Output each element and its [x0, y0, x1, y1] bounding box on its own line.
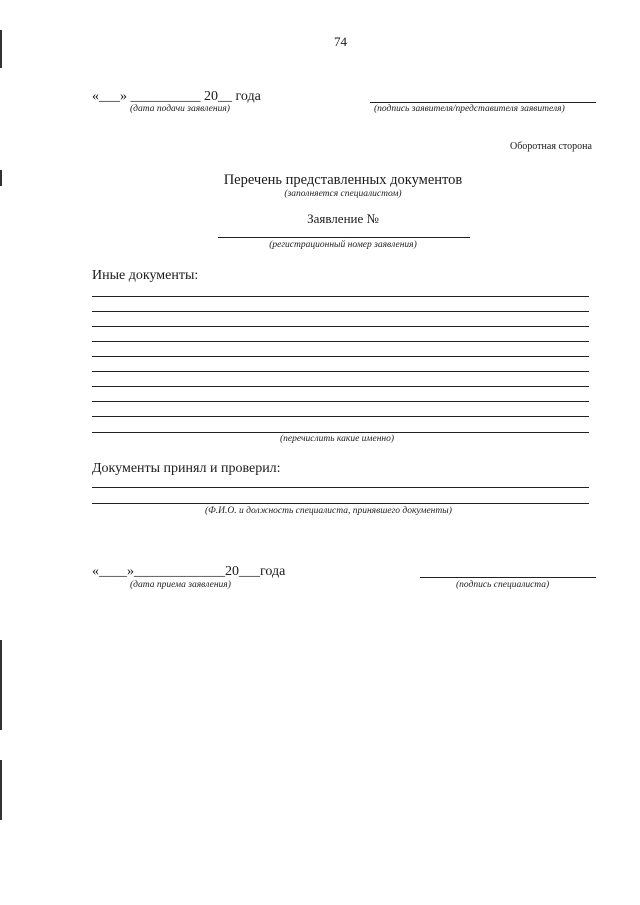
specialist-line: [92, 487, 589, 488]
applicant-signature-caption: (подпись заявителя/представителя заявителя): [374, 104, 565, 114]
list-caption: (перечислить какие именно): [280, 434, 395, 444]
accepted-caption: (Ф.И.О. и должность специалиста, принявшего документы): [205, 506, 452, 516]
registration-number-line: [218, 237, 470, 238]
submission-date: «___» __________ 20__ года: [92, 89, 261, 104]
title-note: (заполняется специалистом): [284, 189, 402, 199]
specialist-signature-caption: (подпись специалиста): [456, 580, 550, 590]
specialist-signature-line: [420, 577, 596, 578]
document-line: [92, 326, 589, 327]
document-line: [92, 432, 589, 433]
scan-edge-mark: [0, 640, 2, 730]
scan-edge-mark: [0, 760, 2, 820]
registration-caption: (регистрационный номер заявления): [269, 240, 417, 250]
document-line: [92, 341, 589, 342]
document-line: [92, 296, 589, 297]
accepted-label: Документы принял и проверил:: [92, 461, 281, 476]
scan-edge-mark: [0, 30, 2, 68]
reverse-side-label: Оборотная сторона: [510, 141, 592, 152]
other-documents-label: Иные документы:: [92, 268, 199, 283]
document-line: [92, 401, 589, 402]
application-label: Заявление №: [307, 211, 379, 226]
page-title: Перечень представленных документов: [223, 172, 463, 188]
specialist-line: [92, 503, 589, 504]
document-line: [92, 356, 589, 357]
page-number: 74: [334, 34, 347, 49]
document-line: [92, 416, 589, 417]
applicant-signature-line: [370, 102, 596, 103]
document-line: [92, 371, 589, 372]
document-line: [92, 311, 589, 312]
reception-date: «____»_____________20___года: [92, 564, 286, 579]
reception-date-caption: (дата приема заявления): [130, 580, 231, 590]
document-line: [92, 386, 589, 387]
submission-date-caption: (дата подачи заявления): [130, 104, 230, 114]
